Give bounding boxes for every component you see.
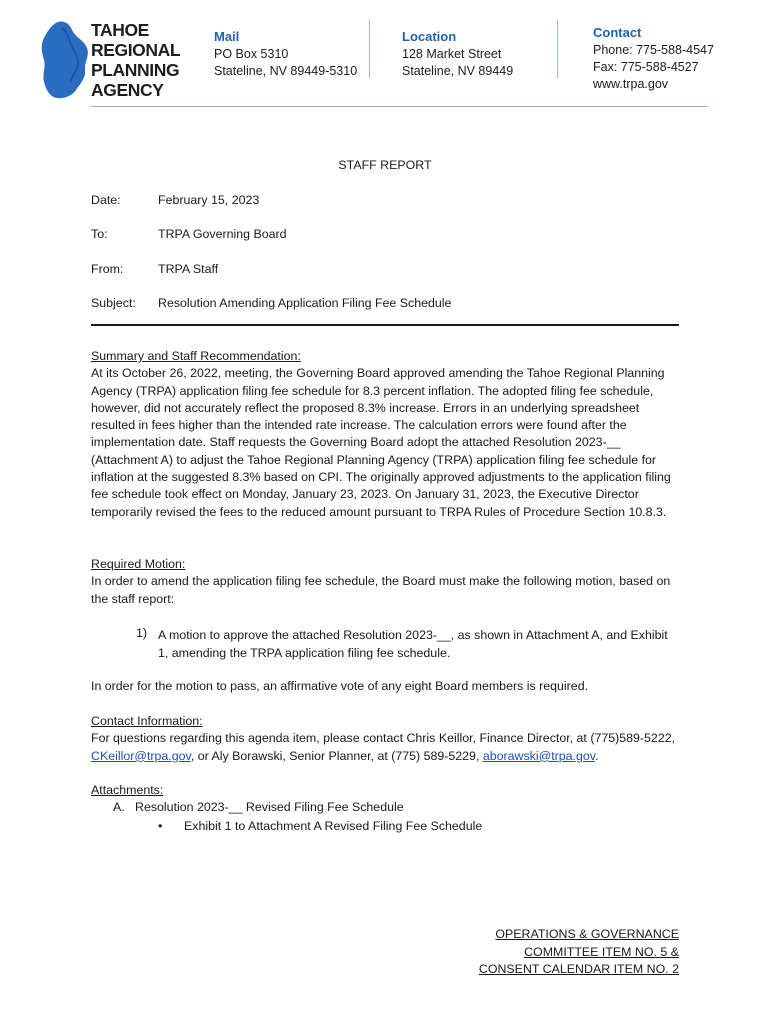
report-title: STAFF REPORT (338, 158, 432, 172)
motion-item-number: 1) (136, 626, 148, 640)
motion-item-text: A motion to approve the attached Resolution 2023-__, as shown in Attachment A, and Exhibit 1, amending the TRPA application filing fee schedule. (158, 628, 668, 660)
mail-line: PO Box 5310 (214, 47, 289, 61)
date-label: Date: (91, 193, 121, 207)
date-value: February 15, 2023 (158, 193, 260, 207)
footer-line: COMMITTEE ITEM NO. 5 & (524, 944, 679, 959)
subject-value: Resolution Amending Application Filing Fee Schedule (158, 296, 452, 310)
attachment-item-a (113, 799, 673, 816)
from-value: TRPA Staff (158, 262, 219, 276)
from-label: From: (91, 262, 124, 276)
footer-line: CONSENT CALENDAR ITEM NO. 2 (478, 962, 679, 976)
mail-line: Stateline, NV 89449-5310 (214, 64, 358, 78)
summary-section (91, 348, 681, 521)
email-link-aborawski[interactable]: aborawski@trpa.gov (482, 748, 596, 763)
contact-fax: Fax: 775-588-4527 (593, 60, 699, 74)
location-line: Stateline, NV 89449 (402, 64, 514, 78)
attachment-sub-text: Exhibit 1 to Attachment A Revised Filing Fee Schedule (184, 819, 483, 833)
attachments-section (91, 782, 681, 799)
mail-block (214, 28, 357, 80)
contact-label: Contact (593, 25, 642, 40)
contact-text-part: . (595, 748, 599, 763)
from-row (91, 262, 218, 276)
bullet-icon: • (158, 819, 163, 833)
to-value: TRPA Governing Board (158, 227, 287, 241)
summary-text: At its October 26, 2022, meeting, the Governing Board approved amending the Tahoe Regional Planning Agency (TRPA) application filing fee schedule for 8.3 percent inflation. The adopted filing fee schedule, however, did not accurately reflect the proposed 8.3% increase. Errors in an underlying spreadsheet resulted in fees higher than the intended rate increase. The calculation errors were found after the implementation date. Staff requests the Governing Board adopt the attached Resolution 2023-__ (Attachment A) to adjust the Tahoe Regional Planning Agency (TRPA) application filing fee schedule for inflation at the suggested 8.3% based on CPI. The originally approved adjustments to the application filing fee schedule took effect on Monday, January 23, 2023. On January 31, 2023, the Executive Director temporarily revised the fees to the reduced amount pursuant to TRPA Rules of Procedure Section 10.8.3. (91, 366, 671, 519)
to-row (91, 227, 287, 241)
contact-text (91, 730, 681, 765)
motion-section (91, 556, 681, 608)
agency-name-line: TAHOE (91, 20, 149, 40)
header-divider (369, 20, 370, 78)
agency-name-line: AGENCY (91, 80, 164, 100)
lake-tahoe-logo-icon (40, 20, 90, 100)
date-row (91, 193, 259, 207)
location-line: 128 Market Street (402, 47, 502, 61)
to-label: To: (91, 227, 108, 241)
header-rule (90, 106, 708, 107)
committee-footer (479, 926, 679, 979)
footer-line: OPERATIONS & GOVERNANCE (495, 927, 679, 941)
motion-intro: In order to amend the application filing fee schedule, the Board must make the following motion, based on the staff report: (91, 574, 671, 606)
attachments-heading: Attachments: (91, 783, 164, 797)
summary-heading: Summary and Staff Recommendation: (91, 349, 301, 363)
motion-heading: Required Motion: (91, 557, 186, 571)
location-label: Location (402, 29, 457, 44)
header-divider (557, 20, 558, 78)
attachment-sub-item (158, 818, 678, 835)
contact-web[interactable]: www.trpa.gov (593, 77, 669, 91)
location-block (402, 28, 513, 80)
contact-phone: Phone: 775-588-4547 (593, 43, 714, 57)
subject-row (91, 296, 451, 310)
motion-closing: In order for the motion to pass, an affirmative vote of any eight Board members is required. (91, 679, 589, 693)
contact-block (593, 24, 714, 93)
contact-heading: Contact Information: (91, 714, 203, 728)
attachment-a-text: Resolution 2023-__ Revised Filing Fee Schedule (135, 800, 404, 814)
contact-text-part: For questions regarding this agenda item, please contact Chris Keillor, Finance Director, at (775)589-5222, (91, 731, 676, 746)
mail-label: Mail (214, 29, 240, 44)
attachment-marker: A. (113, 800, 125, 814)
email-link-ckeillor[interactable]: CKeillor@trpa.gov (91, 748, 191, 763)
subject-rule (91, 324, 679, 326)
subject-label: Subject: (91, 296, 136, 310)
agency-name (91, 20, 180, 100)
agency-name-line: REGIONAL (91, 40, 181, 60)
agency-name-line: PLANNING (91, 60, 180, 80)
contact-text-part: , or Aly Borawski, Senior Planner, at (775) 589-5229, (190, 748, 483, 763)
letterhead (0, 0, 770, 110)
contact-section (91, 713, 681, 765)
